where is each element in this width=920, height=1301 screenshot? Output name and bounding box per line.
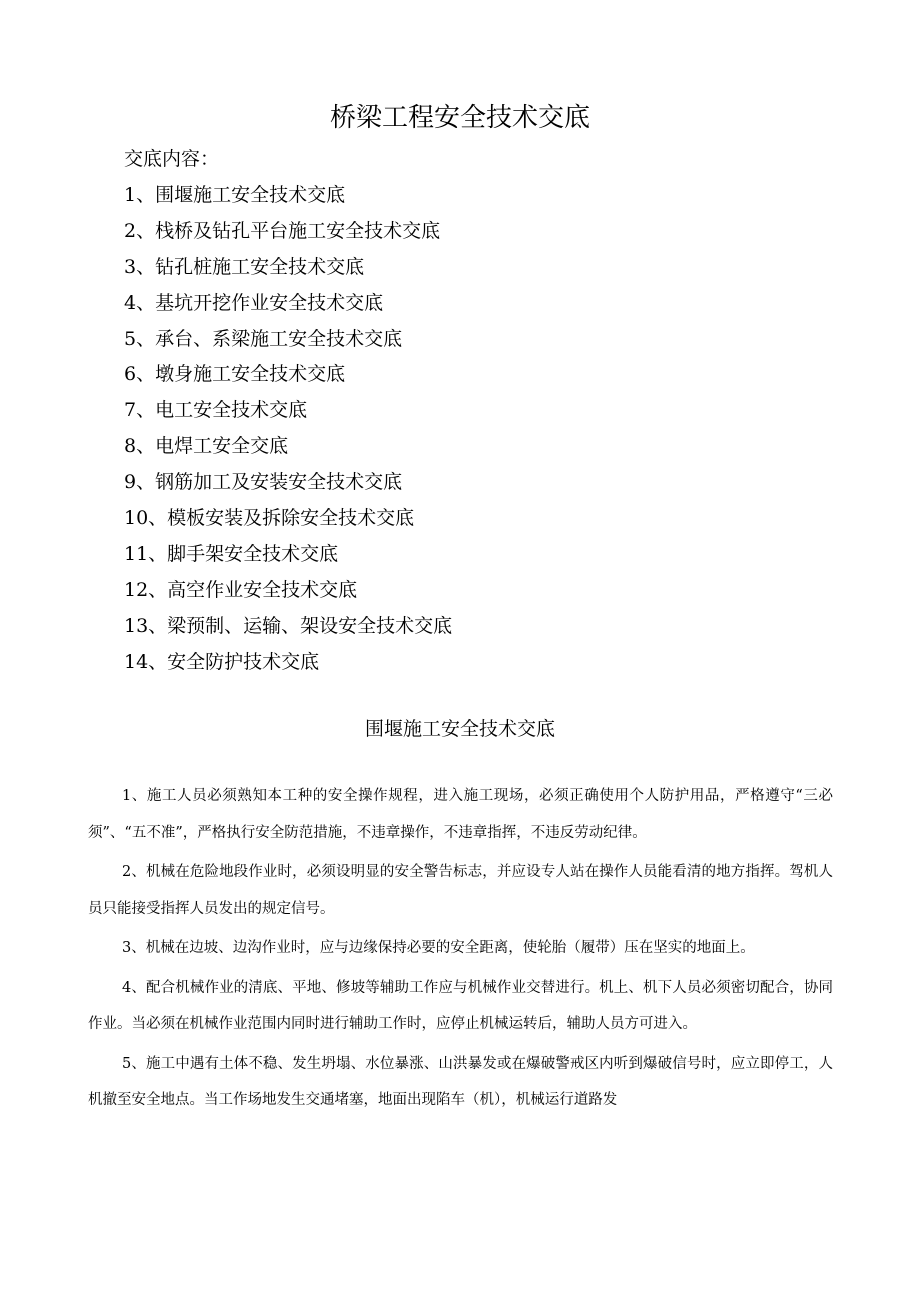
toc-item: 1、围堰施工安全技术交底 xyxy=(124,184,346,206)
toc-item: 9、钢筋加工及安装安全技术交底 xyxy=(124,471,403,494)
toc-item: 11、脚手架安全技术交底 xyxy=(124,542,339,565)
section-body xyxy=(88,778,833,1122)
toc-list xyxy=(124,180,824,677)
body-paragraph: 4、配合机械作业的清底、平地、修坡等辅助工作应与机械作业交替进行。机上、机下人员必须密切配合，协同作业。当必须在机械作业范围内同时进行辅助工作时，应停止机械运转后，辅助人员方可进入。 xyxy=(88,979,833,1032)
section-title: 围堰施工安全技术交底 xyxy=(364,718,555,740)
body-paragraph: 2、机械在危险地段作业时，必须设明显的安全警告标志，并应设专人站在操作人员能看清的地方指挥。驾机人员只能接受指挥人员发出的规定信号。 xyxy=(88,864,833,917)
body-paragraph: 1、施工人员必须熟知本工种的安全操作规程，进入施工现场，必须正确使用个人防护用品，严格遵守“三必须”、“五不准”，严格执行安全防范措施，不违章操作，不违章指挥，不违反劳动纪律。 xyxy=(88,788,833,841)
toc-item: 6、墩身施工安全技术交底 xyxy=(124,363,346,386)
toc-item: 3、钻孔桩施工安全技术交底 xyxy=(124,255,365,278)
toc-item: 14、安全防护技术交底 xyxy=(124,650,320,673)
toc-item: 4、基坑开挖作业安全技术交底 xyxy=(124,291,384,314)
toc-heading: 交底内容： xyxy=(124,148,220,170)
body-paragraph: 3、机械在边坡、边沟作业时，应与边缘保持必要的安全距离，使轮胎（履带）压在坚实的地面上。 xyxy=(122,940,755,956)
toc-item: 7、电工安全技术交底 xyxy=(124,399,308,422)
toc-item: 12、高空作业安全技术交底 xyxy=(124,578,358,601)
toc-item: 10、模板安装及拆除安全技术交底 xyxy=(124,507,415,530)
document-title: 桥梁工程安全技术交底 xyxy=(329,103,590,133)
toc-item: 2、栈桥及钻孔平台施工安全技术交底 xyxy=(124,219,441,242)
toc-item: 5、承台、系梁施工安全技术交底 xyxy=(124,327,403,350)
toc-item: 13、梁预制、运输、架设安全技术交底 xyxy=(124,614,453,637)
body-paragraph: 5、施工中遇有土体不稳、发生坍塌、水位暴涨、山洪暴发或在爆破警戒区内听到爆破信号时，应立即停工，人机撤至安全地点。当工作场地发生交通堵塞，地面出现陷车（机），机械运行道路发 xyxy=(88,1055,833,1108)
toc-item: 8、电焊工安全交底 xyxy=(124,435,289,458)
table-of-contents xyxy=(124,144,824,682)
